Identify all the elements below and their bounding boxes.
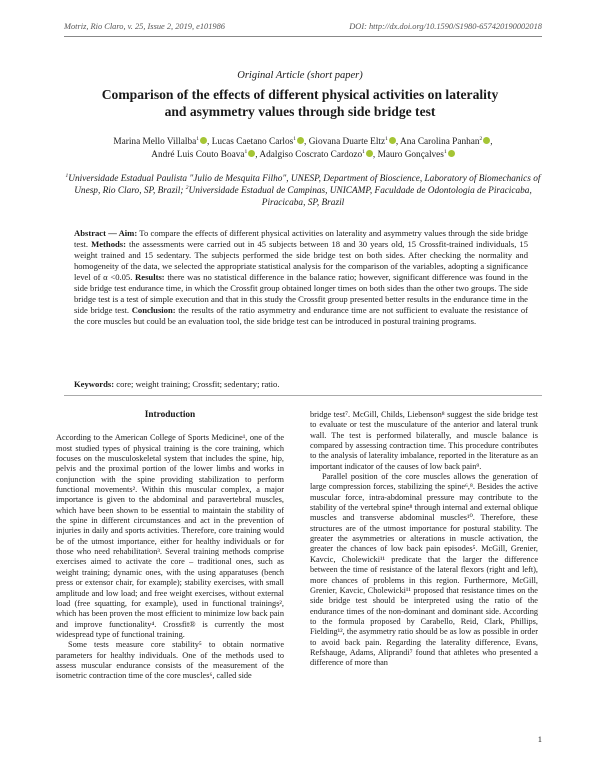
orcid-icon[interactable] [389, 137, 396, 144]
keywords-text: core; weight training; Crossfit; sedentary; ratio. [114, 379, 280, 389]
conclusion-label: Conclusion: [131, 305, 176, 315]
right-column [310, 410, 538, 669]
author: Mauro Gonçalves$^1$ [378, 150, 455, 160]
orcid-icon[interactable] [200, 137, 207, 144]
paragraph: Parallel position of the core muscles allows the generation of large compression forces, stabilizing the spine⁶,⁸. Besides the active muscular force, intra-abdominal pressure may contribute to the stability of the vertebral spine⁸ through internal and external oblique muscles and transverse abdominal muscles¹⁰. Therefore, these structures are of the utmost importance for postural stability. The greater the asymmetries or alterations in muscle activation, the greater the chances of low back pain episodes⁵. McGill, Grenier, Kavcic, Cholewicki¹¹ predicate that the larger the difference between the time of resistance of the lateral flexors (right and left), more chances of problems in this region. Furthermore, McGill, Grenier, Kavcic, Cholewicki¹¹ proposed that resistance times on the side bridge test should be interpreted using the ratio of the endurance times of the non-dominant and dominant side. According to the formula proposed by Carabello, Reid, Clark, Phillips, Fielding¹², the asymmetry ratio should be as low as possible in order to avoid back pain. Regarding the laterality difference, Evans, Refshauge, Adams, Aliprandi⁷ found that athletes who presented a difference of more than [310, 472, 538, 668]
results-label: Results: [135, 272, 165, 282]
keywords-label: Keywords: [74, 379, 115, 389]
orcid-icon[interactable] [366, 150, 373, 157]
paragraph: Some tests measure core stability⁵ to obtain normative parameters for healthy individuals. One of the methods used to assess muscular endurance consists of the measurement of the isometric contraction time of the core muscles⁶, called side [56, 640, 284, 681]
paragraph: According to the American College of Sports Medicine¹, one of the most studied types of physical training is the core training, which focuses on the musculoskeletal system that includes the spine, hip, pelvis and the proximal portion of the lower limbs and works in conjunction with the spine providing stabilization to perform functional movements². Within this muscular complex, a major importance is given to the abdominal and paravertebral muscles, which have been shown to be essential to maintain the stability of the spine in different circumstances and act in the prevention of injuries in daily and sports activities. Therefore, core training would be of the utmost importance, either for healthy individuals or for those who need rehabilitation³. Several training methods comprise exercises aimed to activate the core – traditional ones, such as weight training; dynamic ones, with the using apparatuses (bench press or extensor chair, for example); stability exercises, with small amplitude and low load; and free weight exercises, without external load (free squatting, for example), used in functional trainings², which has been proven the most efficient to minimize low back pain and improve functionality⁴. Crossfit® is currently the most widespread type of functional training. [56, 433, 284, 639]
author: Marina Mello Villalba$^1$ [113, 135, 200, 147]
orcid-icon[interactable] [297, 137, 304, 144]
article-type: Original Article (short paper) [237, 70, 363, 81]
author: Lucas Caetano Carlos$^1$ , [211, 135, 309, 147]
author: Adalgiso Coscrato Cardozo$^1$ , [259, 148, 378, 160]
author: André Luis Couto Boava$^1$ , [151, 148, 260, 160]
journal-citation: Motriz, Rio Claro, v. 25, Issue 2, 2019, e101986 [64, 22, 225, 31]
paper-title: Comparison of the effects of different physical activities on laterality and asymmetry values through side bridge test [101, 87, 499, 119]
orcid-icon[interactable] [483, 137, 490, 144]
methods-label: Methods: [91, 239, 126, 249]
section-heading-introduction: Introduction [144, 410, 196, 420]
left-column [56, 410, 284, 682]
running-header [64, 22, 542, 31]
paragraph: bridge test⁷. McGill, Childs, Liebenson⁸ suggest the side bridge test to evaluate or test the musculature of the anterior and lateral trunk wall. The test is performed bilaterally, and muscle balance is compared by assessing contraction time. This procedure contributes to the analysis of laterality imbalance, reported in the literature as an important indicator of the causes of low back pain⁹. [310, 410, 538, 471]
orcid-icon[interactable] [448, 150, 455, 157]
abstract-aim-label: Abstract — Aim: [74, 228, 138, 238]
keywords [74, 379, 528, 389]
author: Ana Carolina Panhan$^2$ , [400, 135, 493, 147]
page-number: 1 [537, 734, 542, 744]
header-divider [64, 36, 542, 37]
abstract: Abstract — Aim: To compare the effects of different physical activities on laterality and asymmetry values through the side bridge test. Methods: the assessments were carried out in 45 subjects between 18 and 30 years old, 15 Crossfit-trained individuals, 15 weight trained and 15 sedentary. The subjects performed the side bridge test on both sides. After checking the normality and homogeneity of the data, we selected the appropriate statistical analysis for the comparison of the variables, adopting a significance level of α <0.05. Results: there was no statistical difference in the balance ratio; however, significant difference was found in the side bridge test endurance time, in which the Crossfit group obtained longer times on both sides than the other two groups. The side bridge test is a test of simple execution and that in this study the Crossfit group presented better results in the endurance time in the side bridge test. Conclusion: the results of the ratio asymmetry and endurance time are not sufficient to evaluate the resistance of the core muscles but could be an evaluation tool, the side bridge test can be introduced in postural training programs. [74, 228, 529, 326]
author-list: Marina Mello Villalba$^1$ , Lucas Caetano Carlos$^1$ , Giovana Duarte Eltz$^1$ , Ana Carolina Panhan$^2$ , André Luis Couto Boava$^1$ , Adalgiso Coscrato Cardozo$^1$ , Mauro Gonçalves$^1$ [113, 135, 493, 160]
affiliations: $^1$Universidade Estadual Paulista "Julio de Mesquita Filho", UNESP, Department of Bioscience, Laboratory of Biomechanics of Unesp, Rio Claro, SP, Brazil; $^2$Universidade Estadual de Campinas, UNICAMP, Faculdade de Odontologia de Piracicaba, Piracicaba, SP, Brazil [65, 172, 541, 208]
author: Giovana Duarte Eltz$^1$ , [308, 135, 401, 147]
doi-link[interactable]: DOI: http://dx.doi.org/10.1590/S1980-657420190002018 [349, 22, 542, 31]
orcid-icon[interactable] [248, 150, 255, 157]
keywords-divider [64, 395, 542, 396]
